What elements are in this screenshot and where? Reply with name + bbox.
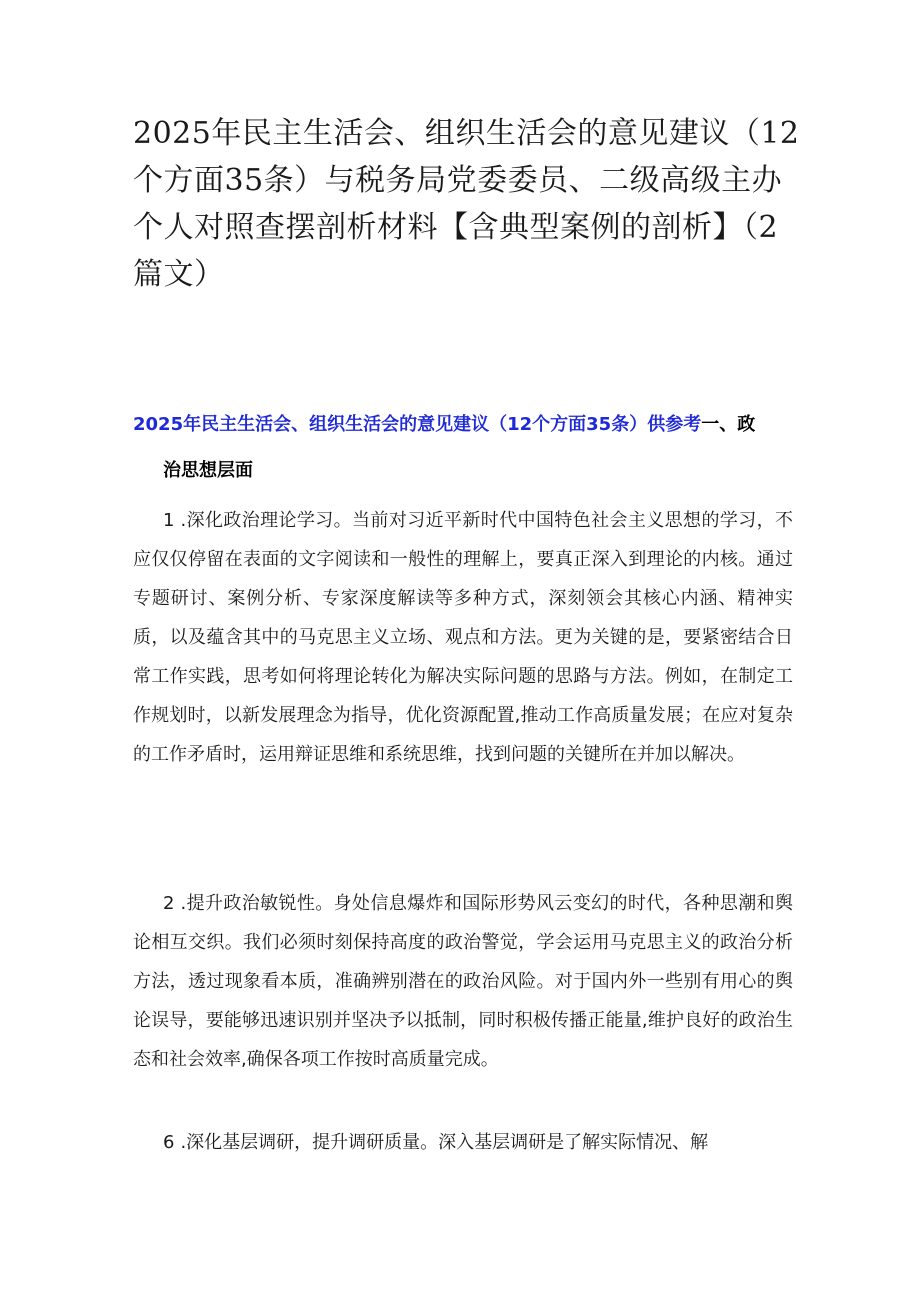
paragraph-text: .深化政治理论学习。当前对习近平新时代中国特色社会主义思想的学习，不应仅仅停留在表面的文字阅读和一般性的理解上，要真正深入到理论的内核。通过专题研讨、案例分析、专家深度解读等多种方式，深刻领会其核心内涵、精神实质，以及蕴含其中的马克思主义立场、观点和方法。更为关键的是，要紧密结合日常工作实践，思考如何将理论转化为解决实际问题的思路与方法。例如，在制定工作规划时，以新发展理念为指导，优化资源配置,推动工作高质量发展；在应对复杂的工作矛盾时，运用辩证思维和系统思维，找到问题的关键所在并加以解决。 xyxy=(133,510,793,765)
section-heading-blue-text: 2025年民主生活会、组织生活会的意见建议（12个方面35条）供参考 xyxy=(133,414,702,435)
paragraph-number: 6 xyxy=(163,1132,175,1153)
paragraph-number: 2 xyxy=(163,893,175,914)
paragraph-text: .提升政治敏锐性。身处信息爆炸和国际形势风云变幻的时代，各种思潮和舆论相互交织。我们必须时刻保持高度的政治警觉，学会运用马克思主义的政治分析方法，透过现象看本质，准确辨别潜在的政治风险。对于国内外一些别有用心的舆论误导，要能够迅速识别并坚决予以抵制，同时积极传播正能量,维护良好的政治生态和社会效率,确保各项工作按时高质量完成。 xyxy=(133,893,793,1070)
paragraph-2 xyxy=(133,884,793,1079)
paragraph-3 xyxy=(133,1123,793,1162)
section-heading-chapter-rest: 治思想层面 xyxy=(163,460,253,481)
paragraph-text: .深化基层调研，提升调研质量。深入基层调研是了解实际情况、解 xyxy=(180,1132,709,1153)
paragraph-number: 1 xyxy=(163,510,175,531)
section-heading xyxy=(133,402,803,494)
section-heading-chapter-start: 一、政 xyxy=(701,414,756,435)
paragraph-1 xyxy=(133,501,793,774)
document-title: 2025年民主生活会、组织生活会的意见建议（12个方面35条）与税务局党委委员、二级高级主办个人对照查摆剖析材料【含典型案例的剖析】（2篇文） xyxy=(133,116,800,292)
